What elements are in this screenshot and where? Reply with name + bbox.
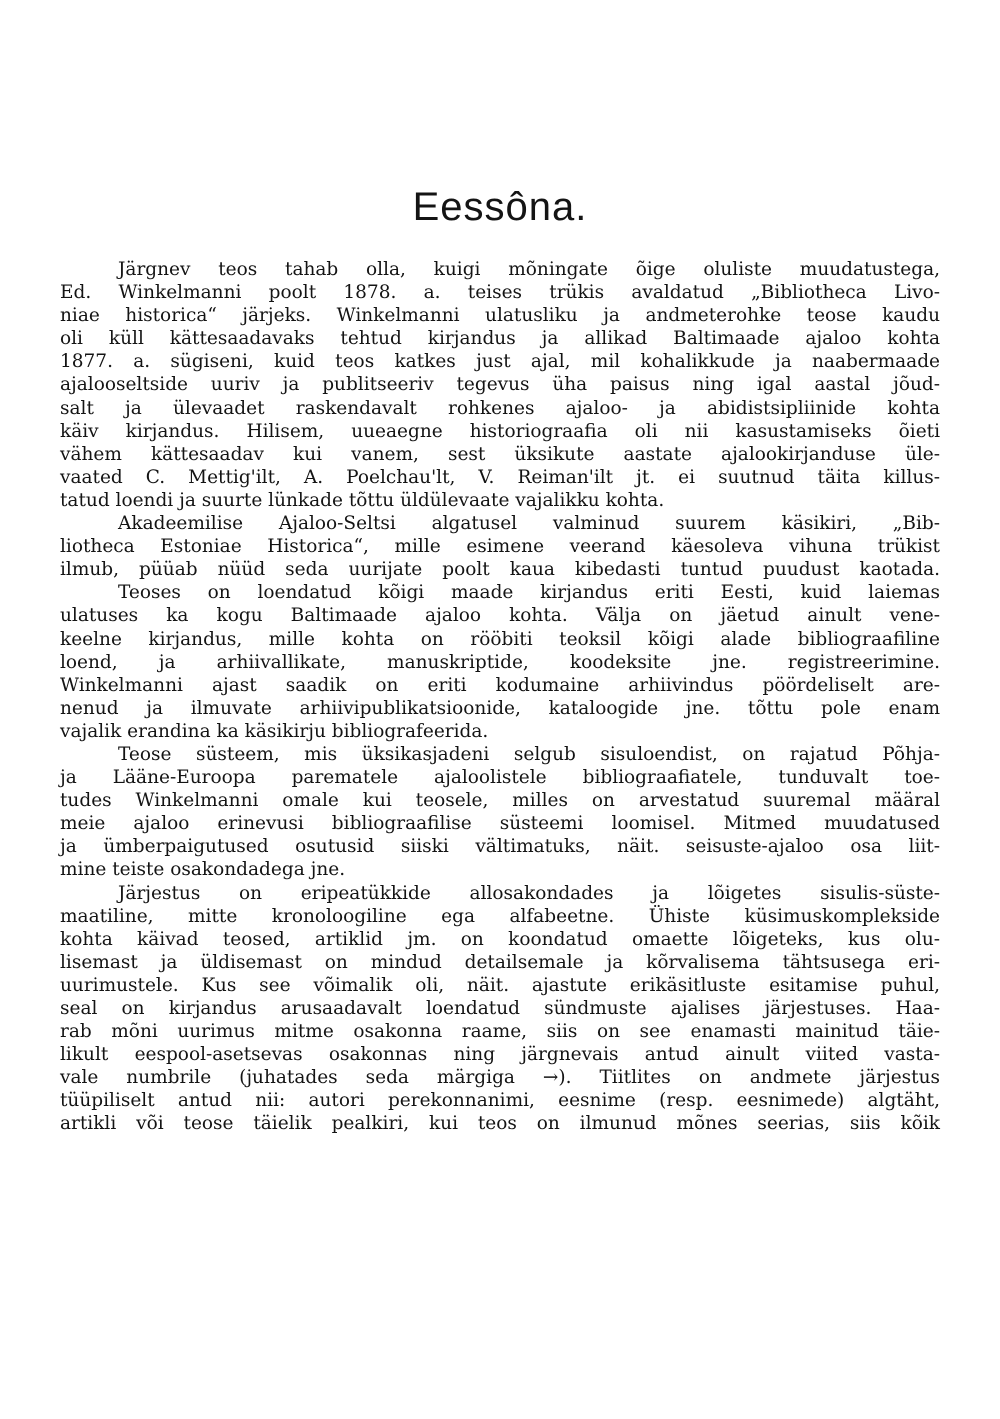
text-line: artikli või teose täielik pealkiri, kui teos on ilmunud mõnes seerias, siis kõik	[60, 1113, 940, 1135]
text-line: vaated C. Mettig'ilt, A. Poelchau'lt, V. Reiman'ilt jt. ei suutnud täita killus-	[60, 466, 940, 488]
text-line: tatud loendi ja suurte lünkade tõttu üldülevaate vajalikku kohta.	[60, 489, 665, 511]
text-line: lisemast ja üldisemast on mindud detailsemale ja kõrvalisema tähtsusega eri-	[60, 951, 940, 973]
text-line: nenud ja ilmuvate arhiivipublikatsioonide, kataloogide jne. tõttu pole enam	[60, 697, 940, 719]
text-line: Winkelmanni ajast saadik on eriti kodumaine arhiivindus pöördeliselt are-	[60, 674, 940, 696]
text-line: Akadeemilise Ajaloo-Seltsi algatusel valminud suurem käsikiri, „Bib-	[118, 513, 940, 535]
text-line: 1877. a. sügiseni, kuid teos katkes just ajal, mil kohalikkude ja naabermaade	[60, 351, 940, 373]
text-line: vale numbrile (juhatades seda märgiga →). Tiitlites on andmete järjestus	[60, 1067, 940, 1089]
text-line: uurimustele. Kus see võimalik oli, näit. ajastute erikäsitluste esitamise puhul,	[60, 974, 940, 996]
text-line: käiv kirjandus. Hilisem, uueaegne historiograafia oli nii kasustamiseks õieti	[60, 420, 940, 442]
text-line: keelne kirjandus, mille kohta on rööbiti teoksil kõigi alade bibliograafiline	[60, 628, 940, 650]
text-line: oli küll kättesaadavaks tehtud kirjandus ja allikad Baltimaade ajaloo kohta	[60, 328, 940, 350]
text-line: niae historica“ järjeks. Winkelmanni ulatusliku ja andmeterohke teose kaudu	[60, 305, 940, 327]
text-line: Järjestus on eripeatükkide allosakondades ja lõigetes sisulis-süste-	[118, 882, 940, 904]
text-line: mine teiste osakondadega jne.	[60, 859, 346, 881]
text-line: Teoses on loendatud kõigi maade kirjandus eriti Eesti, kuid laiemas	[118, 582, 940, 604]
text-line: ja ümberpaigutused osutusid siiski vältimatuks, näit. seisuste-ajaloo osa liit-	[60, 836, 940, 858]
text-line: ja Lääne-Euroopa parematele ajaloolistele bibliograafiatele, tunduvalt toe-	[60, 767, 940, 789]
text-line: salt ja ülevaadet raskendavalt rohkenes ajaloo- ja abidistsipliinide kohta	[60, 397, 940, 419]
text-line: meie ajaloo erinevusi bibliograafilise süsteemi loomisel. Mitmed muudatused	[60, 813, 940, 835]
text-line: ulatuses ka kogu Baltimaade ajaloo kohta. Välja on jäetud ainult vene-	[60, 605, 940, 627]
text-line: tüüpiliselt antud nii: autori perekonnanimi, eesnime (resp. eesnimede) algtäht,	[60, 1090, 940, 1112]
text-line: Järgnev teos tahab olla, kuigi mõningate õige oluliste muudatustega,	[118, 259, 940, 280]
text-line: Ed. Winkelmanni poolt 1878. a. teises trükis avaldatud „Bibliotheca Livo-	[60, 282, 940, 304]
text-line: maatiline, mitte kronoloogiline ega alfabeetne. Ühiste küsimuskomplekside	[60, 905, 940, 927]
text-line: seal on kirjandus arusaadavalt loendatud sündmuste ajalises järjestuses. Haa-	[60, 998, 940, 1019]
page-title: Eessôna.	[412, 185, 588, 229]
text-line: rab mõni uurimus mitme osakonna raame, siis on see enamasti mainitud täie-	[60, 1021, 940, 1043]
text-line: liotheca Estoniae Historica“, mille esimene veerand käesoleva vihuna trükist	[60, 536, 940, 558]
preface-text	[60, 258, 940, 1136]
text-line: loend, ja arhiivallikate, manuskriptide, koodeksite jne. registreerimine.	[60, 651, 940, 673]
text-line: likult eespool-asetsevas osakonnas ning järgnevais antud ainult viited vasta-	[60, 1044, 940, 1066]
text-line: vähem kättesaadav kui vanem, sest üksikute aastate ajalookirjanduse üle-	[60, 443, 940, 465]
text-line: ilmub, püüab nüüd seda uurijate poolt kaua kibedasti tuntud puudust kaotada.	[60, 559, 940, 581]
text-line: kohta käivad teosed, artiklid jm. on koondatud omaette lõigeteks, kus olu-	[60, 928, 940, 950]
text-line: Teose süsteem, mis üksikasjadeni selgub sisuloendist, on rajatud Põhja-	[118, 743, 940, 765]
text-line: tudes Winkelmanni omale kui teosele, milles on arvestatud suuremal määral	[60, 790, 940, 812]
text-line: ajalooseltside uuriv ja publitseeriv tegevus üha paisus ning igal aastal jõud-	[60, 374, 940, 396]
text-line: vajalik erandina ka käsikirju bibliografeerida.	[60, 720, 489, 742]
